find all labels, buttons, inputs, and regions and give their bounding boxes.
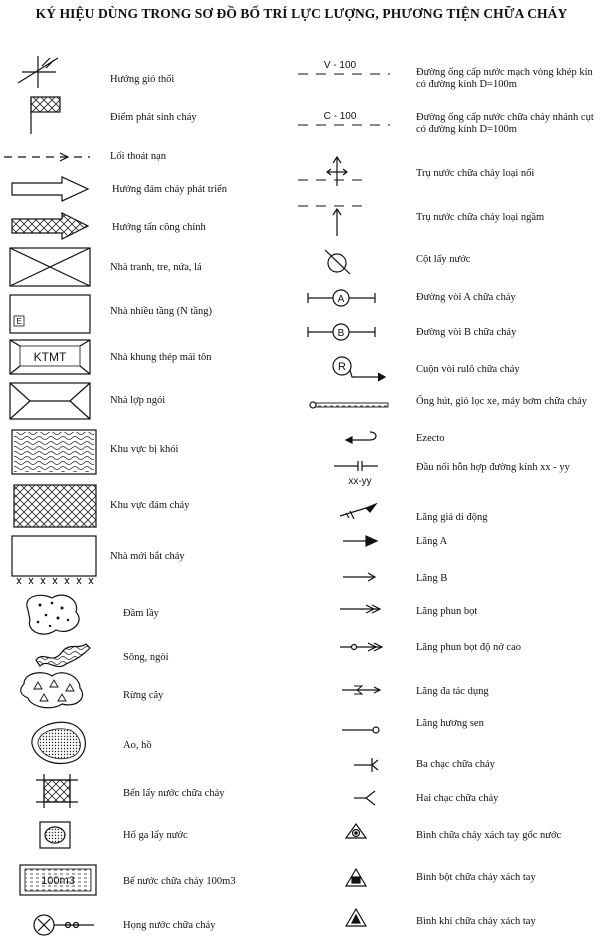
tag-hose-reel: R: [338, 361, 346, 373]
label-mobile-monitor-nozzle: Lăng giá di động: [416, 512, 488, 523]
label-forest: Rừng cây: [123, 690, 164, 701]
label-tile-roof-house: Nhà lợp ngói: [110, 395, 166, 406]
nozzle-b-icon: [343, 573, 375, 581]
label-multipurpose-nozzle: Lăng đa tác dụng: [416, 686, 489, 697]
label-swamp: Đầm lầy: [123, 608, 159, 619]
tag-loop-pipe: V - 100: [323, 60, 357, 71]
high-expansion-foam-nozzle-icon: [340, 643, 382, 651]
label-thatched-house: Nhà tranh, tre, nứa, lá: [110, 262, 202, 273]
label-pond: Ao, hồ: [123, 740, 152, 751]
tag-branch-pipe: C - 100: [323, 111, 357, 122]
label-coupling: Đầu nối hỗn hợp đường kính xx - yy: [416, 462, 570, 473]
shower-nozzle-icon: [342, 727, 379, 733]
label-water-tank: Bể nước chữa cháy 100m3: [123, 876, 236, 887]
label-loop-pipe: Đường ống cấp nước mạch vòng khép kín có đường kính D=100m: [416, 67, 593, 90]
label-standpipe: Cột lấy nước: [416, 254, 471, 265]
label-hydrant-outlet: Họng nước chữa cháy: [123, 920, 216, 931]
mobile-monitor-nozzle-icon: [340, 504, 376, 519]
escape-route-icon: [4, 153, 90, 161]
label-fire-area: Khu vực đám cháy: [110, 500, 190, 511]
label-water-manhole: Hố ga lấy nước: [123, 830, 188, 841]
page-title: KÝ HIỆU DÙNG TRONG SƠ ĐỒ BỐ TRÍ LỰC LƯỢNG, PHƯƠNG TIỆN CHỮA CHÁY: [35, 6, 568, 21]
swamp-icon: [27, 595, 79, 634]
surface-hydrant-icon: [298, 157, 370, 186]
label-nozzle-b: Lăng B: [416, 573, 448, 584]
water-pier-icon: [36, 774, 78, 808]
gas-extinguisher-icon: [346, 909, 366, 926]
foam-nozzle-icon: [340, 605, 380, 613]
label-newly-burning-house: Nhà mới bắt cháy: [110, 551, 185, 562]
label-nozzle-a: Lăng A: [416, 536, 448, 547]
label-fire-spread: Hướng đám cháy phát triển: [112, 184, 228, 195]
multistory-building-icon: [10, 295, 90, 333]
label-main-attack: Hướng tấn công chính: [112, 222, 206, 233]
label-suction-hose: Ống hút, giỏ lọc xe, máy bơm chữa cháy: [416, 396, 588, 407]
two-way-branch-icon: [354, 791, 375, 805]
forest-icon: [21, 673, 83, 708]
tile-roof-house-icon: [10, 383, 90, 419]
label-two-way-branch: Hai chạc chữa cháy: [416, 793, 499, 804]
label-escape-route: Lối thoát nạn: [110, 151, 166, 162]
fire-spread-arrow-icon: [12, 177, 88, 201]
label-multistory: Nhà nhiều tầng (N tầng): [110, 306, 213, 317]
label-hose-b: Đường vòi B chữa cháy: [416, 327, 517, 338]
label-powder-extinguisher: Bình bột chữa cháy xách tay: [416, 872, 536, 883]
label-hose-reel: Cuộn vòi rulô chữa cháy: [416, 364, 520, 375]
water-manhole-icon: [40, 822, 70, 848]
coupling-icon: [334, 461, 378, 471]
smoke-area-icon: [12, 430, 96, 474]
label-steel-frame-house: Nhà khung thép mái tôn: [110, 352, 212, 363]
standpipe-icon: [325, 250, 350, 274]
label-water-extinguisher: Bình chữa cháy xách tay gốc nước: [416, 830, 562, 841]
nozzle-a-icon: [343, 536, 377, 546]
tag-steel-frame: KTMT: [33, 350, 67, 364]
label-wind-direction: Hướng gió thổi: [110, 74, 175, 85]
tag-hose-a: A: [337, 294, 345, 305]
river-icon: [36, 644, 90, 667]
label-water-pier: Bến lấy nước chữa cháy: [123, 788, 225, 799]
label-three-way-branch: Ba chạc chữa cháy: [416, 759, 495, 770]
label-high-expansion-foam-nozzle: Lăng phun bọt độ nở cao: [416, 642, 521, 653]
suction-hose-icon: [310, 402, 388, 408]
fire-area-icon: [14, 485, 96, 527]
thatched-house-icon: [10, 248, 90, 286]
water-extinguisher-icon: [346, 824, 366, 838]
label-underground-hydrant: Trụ nước chữa cháy loại ngầm: [416, 212, 545, 223]
pond-icon: [32, 722, 85, 763]
tag-coupling: xx-yy: [348, 476, 372, 487]
fire-hydrant-outlet-icon: [34, 915, 94, 935]
label-hose-a: Đường vòi A chữa cháy: [416, 292, 516, 303]
label-smoke-area: Khu vực bị khói: [110, 444, 179, 455]
label-foam-nozzle: Lăng phun bọt: [416, 606, 478, 617]
label-river: Sông, ngòi: [123, 652, 169, 663]
fire-origin-flag-icon: [31, 97, 60, 134]
three-way-branch-icon: [354, 758, 378, 772]
label-ejector: Ezecto: [416, 433, 445, 444]
powder-extinguisher-icon: [346, 869, 366, 886]
multipurpose-nozzle-icon: [342, 686, 380, 694]
tag-hose-b: B: [337, 328, 345, 339]
tag-water-tank: 100m3: [41, 875, 75, 887]
label-shower-nozzle: Lăng hương sen: [416, 718, 484, 729]
wind-direction-icon: [18, 56, 58, 88]
underground-hydrant-icon: [298, 206, 370, 236]
label-branch-pipe: Đường ống cấp nước chữa cháy nhánh cụt có đường kính D=100m: [416, 112, 594, 135]
tag-multistory: E: [16, 317, 22, 326]
label-fire-origin: Điểm phát sinh cháy: [110, 112, 197, 123]
label-gas-extinguisher: Bình khí chữa cháy xách tay: [416, 916, 536, 927]
label-surface-hydrant: Trụ nước chữa cháy loại nổi: [416, 168, 535, 179]
main-attack-arrow-icon: [12, 213, 88, 239]
newly-burning-house-icon: [12, 536, 96, 584]
ejector-icon: [346, 432, 376, 443]
